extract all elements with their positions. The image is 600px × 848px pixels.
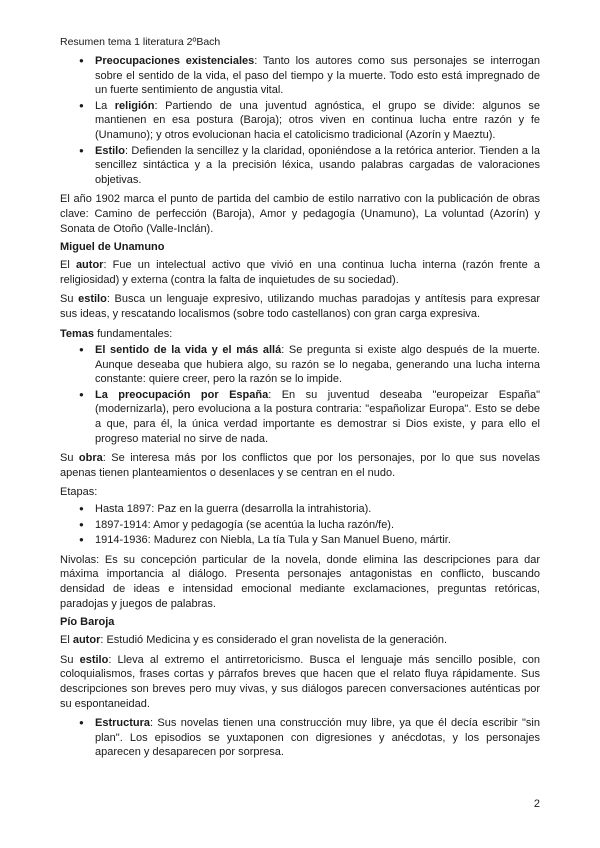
characteristics-list [60,54,540,187]
list-item: ● La religión: Partiendo de una juventud agnóstica, el grupo se divide: algunos se mantienen en esa postura (Baroja); otros viven en continua lucha entre razón y fe (Unamuno); y otros evolucionan hacia el catolicismo tradicional (Azorín y Maeztu). [95,99,540,143]
list-item: ● Preocupaciones existenciales: Tanto los autores como sus personajes se interrogan sobre el sentido de la vida, el paso del tiempo y la muerte. Todo esto está impregnado de un fuerte sentimiento de angustia vital. [95,54,540,98]
baroja-estilo: Su estilo: Lleva al extremo el antirretoricismo. Busca el lenguaje más sencillo posible, con coloquialismos, frases cortas y párrafos breves que hacen que el relato fluya rápidamente. Sus descripciones son breves pero muy vivas, y sus diálogos parecen conversaciones auténticas por su espontaneidad. [60,653,541,710]
paragraph-1902: El año 1902 marca el punto de partida del cambio de estilo narrativo con la publicación de obras clave: Camino de perfección (Baroja), Amor y pedagogía (Unamuno), La voluntad (Azorín) y Sonata de Otoño (Valle-Inclán). [60,193,540,235]
unamuno-heading: Miguel de Unamuno [60,241,165,254]
document-header: Resumen tema 1 literatura 2ºBach [60,36,221,48]
unamuno-autor: El autor: Fue un intelectual activo que vivió en una continua lucha interna (razón frente a religiosidad) y externa (contra la falta de inquietudes de su sociedad). [60,259,540,286]
unamuno-estilo: Su estilo: Busca un lenguaje expresivo, utilizando muchas paradojas y antítesis para expresar sus ideas, y rescatando localismos (sobre todo castellanos) con gran carga expresiva. [60,293,540,320]
list-item: ● 1914-1936: Madurez con Niebla, La tía Tula y San Manuel Bueno, mártir. [95,533,540,548]
list-item: ● Hasta 1897: Paz en la guerra (desarrolla la intrahistoria). [95,502,540,517]
baroja-heading: Pío Baroja [60,616,115,629]
baroja-autor: El autor: Estudió Medicina y es considerado el gran novelista de la generación. [60,634,448,647]
list-item: ● El sentido de la vida y el más allá: Se pregunta si existe algo después de la muerte. Aunque deseaba que hubiera algo, su razón se lo negaba, generando una lucha interna constante: quiere creer, pero la razón se lo impide. [95,343,540,387]
page-number: 2 [533,798,540,810]
nivolas-paragraph: Nivolas: Es su concepción particular de la novela, donde elimina las descripciones para dar máxima importancia al diálogo. Presenta personajes antagonistas en conflicto, buscando densidad de ideas e intensidad emocional mediante exclamaciones, preguntas retóricas, paradojas y juegos de palabras. [60,553,540,610]
term: religión [114,99,155,112]
baroja-list [60,716,540,760]
unamuno-temas-list [60,343,540,446]
etapas-label: Etapas: [60,486,98,499]
term: Preocupaciones existenciales [95,55,255,67]
term: Estilo [95,144,125,157]
list-item: ● Estructura: Sus novelas tienen una construcción muy libre, ya que él decía escribir "sin plan". Los episodios se yuxtaponen con digresiones y anécdotas, y los personajes aparecen y desaparecen por sorpresa. [95,716,540,760]
etapas-list [60,502,540,548]
unamuno-obra: Su obra: Se interesa más por los conflictos que por los personajes, por lo que sus novelas apenas tienen planteamientos o desenlaces y se centran en el nudo. [60,452,540,479]
list-item: ● 1897-1914: Amor y pedagogía (se acentúa la lucha razón/fe). [95,518,540,533]
list-item: ● Estilo: Defienden la sencillez y la claridad, oponiéndose a la retórica anterior. Tienden a la sencillez sintáctica y a la precisión léxica, usando palabras cargadas de valoraciones objetivas. [95,144,540,188]
list-item: ● La preocupación por España: En su juventud deseaba "europeizar España" (modernizarla), pero evoluciona a la postura contraria: "españolizar Europa". Esto se debe a que, para él, la única verdad importante es demostrar si Dios existe, y para ello el progreso material no sirve de nada. [95,388,540,446]
document-page [60,36,540,765]
unamuno-temas-label: Temas fundamentales: [60,327,173,340]
